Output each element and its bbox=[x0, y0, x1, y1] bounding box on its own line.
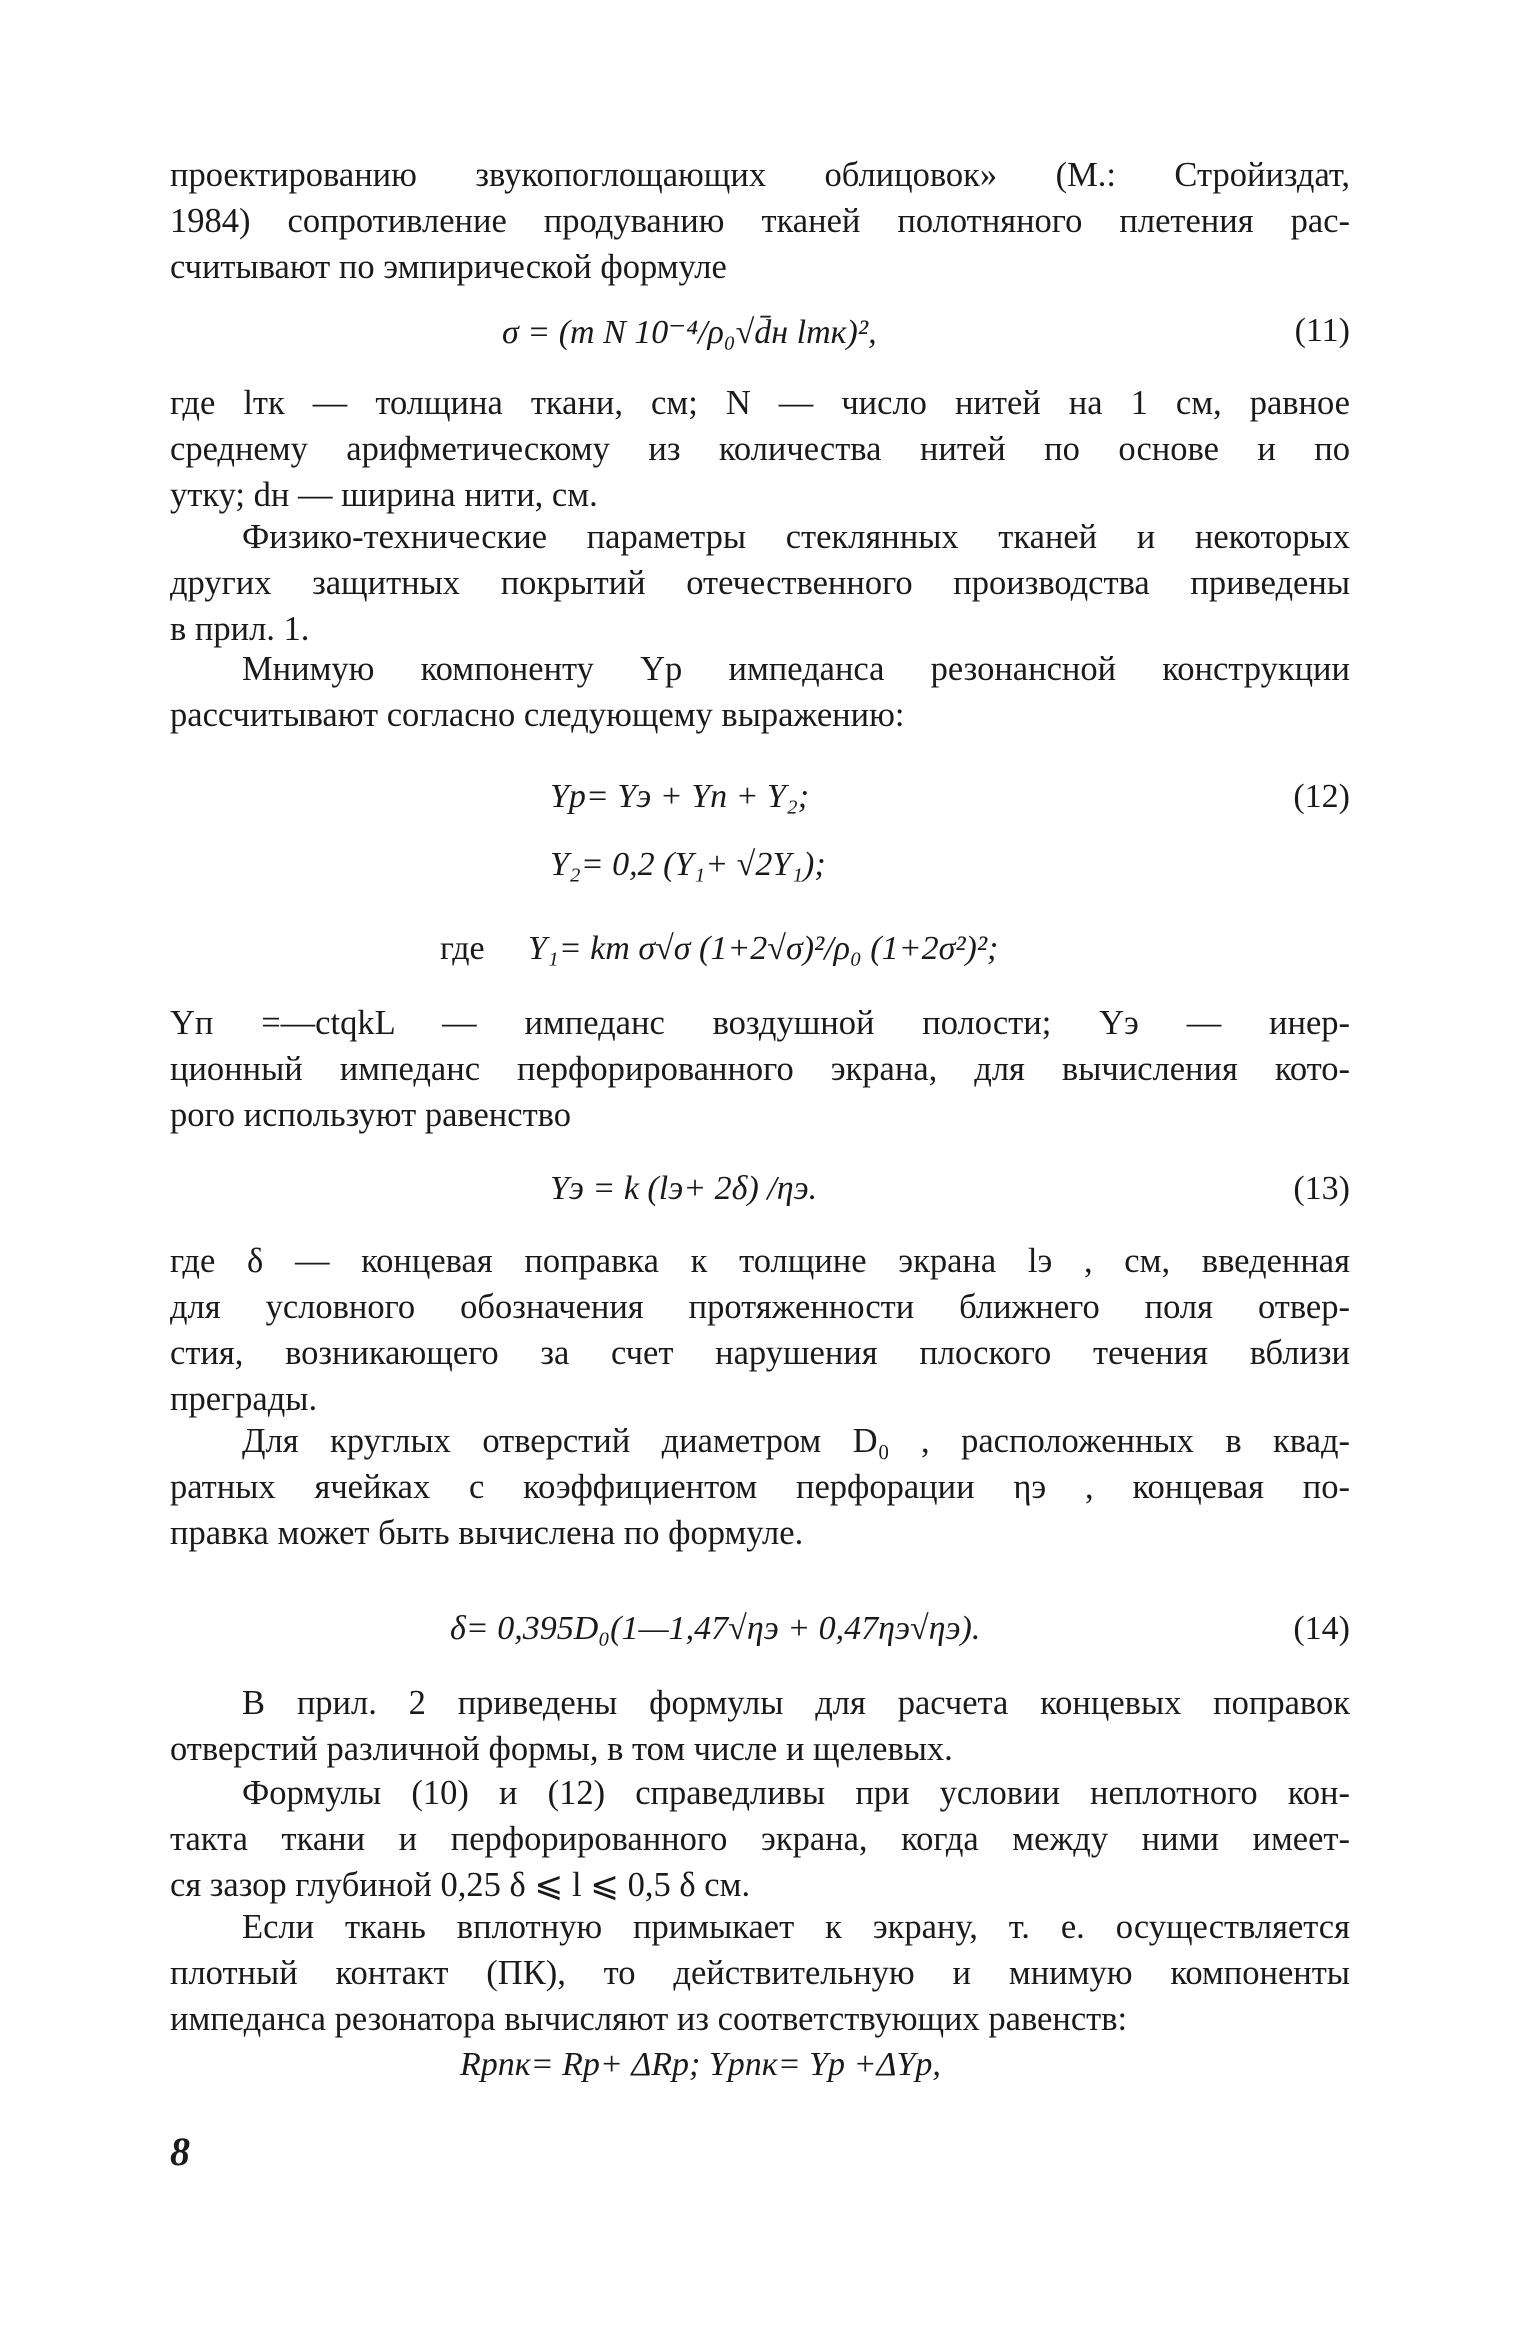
formula-expression: σ = (m N 10⁻⁴/ρ₀√d̄н lтк)², bbox=[502, 314, 877, 351]
formula-11 bbox=[170, 312, 1350, 360]
text-line: Физико-технические параметры стеклянных тканей и некоторых bbox=[242, 518, 1350, 556]
text-line: утку; dн — ширина нити, см. bbox=[170, 476, 598, 514]
formula-number: (14) bbox=[1293, 1610, 1350, 1647]
text-line: 1984) сопротивление продуванию тканей полотняного плетения рас- bbox=[170, 202, 1350, 240]
paragraph-5 bbox=[170, 1000, 1350, 1138]
text-line: других защитных покрытий отечественного производства приведены bbox=[170, 564, 1350, 602]
formula-expression: Yр= Yэ + Yп + Y₂; bbox=[550, 778, 810, 815]
text-line: Формулы (10) и (12) справедливы при условии неплотного кон- bbox=[242, 1774, 1350, 1812]
text-line: рассчитывают согласно следующему выражению: bbox=[170, 696, 905, 734]
formula-number: (13) bbox=[1293, 1170, 1350, 1207]
text-line: в прил. 1. bbox=[170, 610, 310, 648]
text-line: для условного обозначения протяженности ближнего поля отвер- bbox=[170, 1288, 1350, 1326]
text-line: такта ткани и перфорированного экрана, когда между ними имеет- bbox=[170, 1820, 1350, 1858]
paragraph-3 bbox=[170, 514, 1350, 652]
paragraph-8 bbox=[170, 1680, 1350, 1772]
text-line: ратных ячейках с коэффициентом перфорации ηэ , концевая по- bbox=[170, 1468, 1350, 1506]
text-line: среднему арифметическому из количества нитей по основе и по bbox=[170, 430, 1350, 468]
formula-expression: Rрпк= Rр+ ΔRр; Yрпк= Yр +ΔYр, bbox=[460, 2046, 941, 2083]
formula-12c bbox=[170, 930, 1350, 978]
text-line: В прил. 2 приведены формулы для расчета концевых поправок bbox=[242, 1684, 1350, 1722]
page-number: 8 bbox=[170, 2129, 190, 2174]
text-line: где δ — концевая поправка к толщине экрана lэ , см, введенная bbox=[170, 1242, 1350, 1280]
where-label: где bbox=[440, 930, 485, 967]
formula-expression: δ= 0,395D₀(1—1,47√ηэ + 0,47ηэ√ηэ). bbox=[450, 1610, 981, 1647]
formula-15 bbox=[170, 2046, 1350, 2094]
paragraph-7 bbox=[170, 1418, 1350, 1556]
paragraph-2 bbox=[170, 380, 1350, 518]
text-line: стия, возникающего за счет нарушения плоского течения вблизи bbox=[170, 1334, 1350, 1372]
text-line: Для круглых отверстий диаметром D₀ , расположенных в квад- bbox=[242, 1422, 1350, 1460]
text-line: проектированию звукопоглощающих облицовок» (М.: Стройиздат, bbox=[170, 156, 1350, 194]
text-line: ционный импеданс перфорированного экрана, для вычисления кото- bbox=[170, 1050, 1350, 1088]
text-line: ся зазор глубиной 0,25 δ ⩽ l ⩽ 0,5 δ см. bbox=[170, 1866, 751, 1904]
paragraph-10 bbox=[170, 1904, 1350, 2042]
formula-expression: Y₂= 0,2 (Y₁+ √2Y₁); bbox=[550, 846, 826, 883]
formula-expression: Yэ = k (lэ+ 2δ) /ηэ. bbox=[550, 1170, 818, 1207]
formula-12b bbox=[170, 846, 1350, 894]
paragraph-9 bbox=[170, 1770, 1350, 1908]
formula-12 bbox=[170, 778, 1350, 826]
formula-14 bbox=[170, 1610, 1350, 1658]
formula-13 bbox=[170, 1170, 1350, 1218]
text-line: плотный контакт (ПК), то действительную и мнимую компоненты bbox=[170, 1954, 1350, 1992]
text-line: рого используют равенство bbox=[170, 1096, 571, 1134]
paragraph-4 bbox=[170, 646, 1350, 738]
paragraph-1 bbox=[170, 152, 1350, 290]
text-line: отверстий различной формы, в том числе и щелевых. bbox=[170, 1730, 953, 1768]
paragraph-6 bbox=[170, 1238, 1350, 1422]
text-line: преграды. bbox=[170, 1380, 318, 1418]
text-line: Если ткань вплотную примыкает к экрану, т. е. осуществляется bbox=[242, 1908, 1350, 1946]
text-line: импеданса резонатора вычисляют из соответствующих равенств: bbox=[170, 2000, 1128, 2038]
text-line: Мнимую компоненту Yр импеданса резонансной конструкции bbox=[242, 650, 1350, 688]
formula-expression: Y₁= km σ√σ (1+2√σ)²/ρ₀ (1+2σ²)²; bbox=[528, 930, 999, 967]
text-line: считывают по эмпирической формуле bbox=[170, 248, 727, 286]
formula-number: (11) bbox=[1294, 312, 1350, 349]
text-line: где lтк — толщина ткани, см; N — число нитей на 1 см, равное bbox=[170, 384, 1350, 422]
formula-number: (12) bbox=[1293, 778, 1350, 815]
text-line: правка может быть вычислена по формуле. bbox=[170, 1514, 804, 1552]
text-line: Yп =—ctqkL — импеданс воздушной полости; Yэ — инер- bbox=[170, 1004, 1350, 1042]
